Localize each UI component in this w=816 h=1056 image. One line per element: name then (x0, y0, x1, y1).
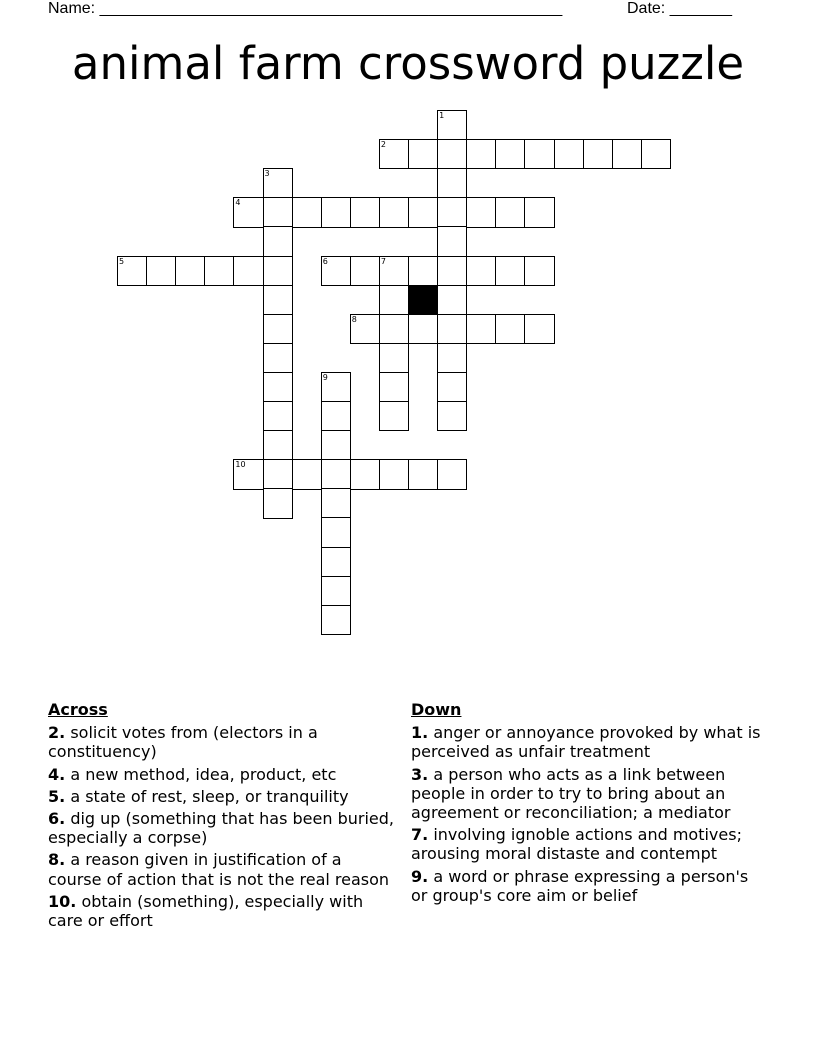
grid-cell[interactable] (408, 256, 438, 286)
grid-cell[interactable] (233, 256, 263, 286)
grid-cell[interactable] (263, 256, 293, 286)
grid-cell[interactable] (233, 459, 263, 489)
grid-cell[interactable] (379, 256, 409, 286)
grid-cell[interactable] (379, 401, 409, 431)
clue-number: 6 (322, 256, 328, 266)
grid-cell[interactable] (233, 197, 263, 227)
clue-across: 2. solicit votes from (electors in a constituency) (48, 723, 318, 762)
clue-down: 1. anger or annoyance provoked by what is perceived as unfair treatment (411, 723, 761, 762)
clue-across: 10. obtain (something), especially with care or effort (48, 891, 364, 931)
grid-cell[interactable] (292, 459, 322, 489)
page-title: animal farm crossword puzzle (71, 37, 745, 90)
clue-down: 7. involving ignoble actions and motives; arousing moral distaste and contempt (411, 825, 742, 864)
grid-cell[interactable] (466, 197, 496, 227)
grid-cell[interactable] (321, 372, 351, 402)
grid-cell[interactable] (321, 430, 351, 460)
grid-cell[interactable] (117, 256, 147, 286)
grid-cell[interactable] (495, 197, 525, 227)
grid-cell[interactable] (263, 226, 293, 256)
clue-across: 5. a state of rest, sleep, or tranquility (48, 786, 349, 806)
grid-cell[interactable] (379, 197, 409, 227)
grid-cell[interactable] (437, 197, 467, 227)
grid-cell[interactable] (350, 197, 380, 227)
grid-cell[interactable] (437, 314, 467, 344)
grid-cell[interactable] (408, 139, 438, 169)
grid-cell[interactable] (204, 256, 234, 286)
name-field-label: Name: ____________________________________________________ (48, 0, 563, 17)
grid-cell[interactable] (495, 314, 525, 344)
down-heading: Down (411, 700, 462, 719)
date-field-label: Date: _______ (627, 0, 732, 17)
clue-number: 3 (264, 169, 270, 179)
grid-cell[interactable] (437, 168, 467, 198)
grid-cell[interactable] (321, 576, 351, 606)
grid-cell[interactable] (263, 372, 293, 402)
grid-cell[interactable] (612, 139, 642, 169)
grid-cell[interactable] (263, 401, 293, 431)
clue-number: 9 (322, 372, 328, 382)
grid-cell[interactable] (437, 226, 467, 256)
clue-across: 6. dig up (something that has been buried, especially a corpse) (48, 809, 394, 848)
grid-cell[interactable] (263, 168, 293, 198)
grid-cell[interactable] (263, 197, 293, 227)
grid-cell[interactable] (321, 488, 351, 518)
grid-cell[interactable] (321, 197, 351, 227)
grid-cell[interactable] (175, 256, 205, 286)
grid-cell[interactable] (437, 139, 467, 169)
grid-cell[interactable] (321, 605, 351, 635)
grid-cell[interactable] (379, 314, 409, 344)
grid-cell[interactable] (379, 372, 409, 402)
clue-number: 8 (351, 314, 357, 324)
grid-cell[interactable] (583, 139, 613, 169)
grid-cell[interactable] (321, 517, 351, 547)
grid-cell[interactable] (524, 314, 554, 344)
grid-cell[interactable] (495, 139, 525, 169)
grid-cell[interactable] (350, 314, 380, 344)
grid-cell[interactable] (437, 459, 467, 489)
grid-cell[interactable] (263, 343, 293, 373)
grid-cell[interactable] (379, 139, 409, 169)
grid-cell[interactable] (466, 256, 496, 286)
across-clues (48, 700, 400, 933)
grid-cell[interactable] (437, 110, 467, 140)
grid-cell[interactable] (321, 401, 351, 431)
grid-cell[interactable] (408, 197, 438, 227)
grid-cell[interactable] (524, 256, 554, 286)
grid-cell[interactable] (379, 285, 409, 315)
clue-down: 9. a word or phrase expressing a person's or group's core aim or belief (411, 866, 749, 905)
grid-cell[interactable] (292, 197, 322, 227)
grid-cell[interactable] (524, 197, 554, 227)
grid-cell[interactable] (437, 372, 467, 402)
grid-cell[interactable] (146, 256, 176, 286)
clue-number: 10 (235, 460, 246, 470)
grid-cell[interactable] (408, 459, 438, 489)
grid-cell[interactable] (524, 139, 554, 169)
grid-cell[interactable] (379, 459, 409, 489)
grid-cell[interactable] (408, 314, 438, 344)
grid-cell[interactable] (437, 343, 467, 373)
grid-cell[interactable] (641, 139, 671, 169)
down-clues (411, 700, 763, 908)
grid-cell[interactable] (321, 459, 351, 489)
grid-cell[interactable] (263, 488, 293, 518)
grid-cell[interactable] (350, 459, 380, 489)
clue-across: 8. a reason given in justification of a course of action that is not the real reason (48, 850, 390, 889)
clue-number: 4 (235, 198, 241, 208)
grid-cell[interactable] (263, 430, 293, 460)
grid-block (408, 285, 438, 315)
grid-cell[interactable] (379, 343, 409, 373)
grid-cell[interactable] (437, 401, 467, 431)
grid-cell[interactable] (437, 285, 467, 315)
grid-cell[interactable] (437, 256, 467, 286)
grid-cell[interactable] (350, 256, 380, 286)
grid-cell[interactable] (466, 139, 496, 169)
grid-cell[interactable] (263, 285, 293, 315)
clue-number: 7 (380, 256, 386, 266)
grid-cell[interactable] (321, 256, 351, 286)
grid-cell[interactable] (495, 256, 525, 286)
grid-cell[interactable] (554, 139, 584, 169)
grid-cell[interactable] (466, 314, 496, 344)
grid-cell[interactable] (263, 459, 293, 489)
grid-cell[interactable] (321, 547, 351, 577)
grid-cell[interactable] (263, 314, 293, 344)
clue-number: 1 (439, 111, 445, 120)
clue-across: 4. a new method, idea, product, etc (48, 764, 337, 784)
across-heading: Across (48, 700, 108, 719)
clue-number: 2 (380, 140, 386, 150)
clue-down: 3. a person who acts as a link between people in order to try to bring about an agreement or reconciliation; a mediator (411, 764, 731, 823)
clue-number: 5 (119, 256, 125, 266)
